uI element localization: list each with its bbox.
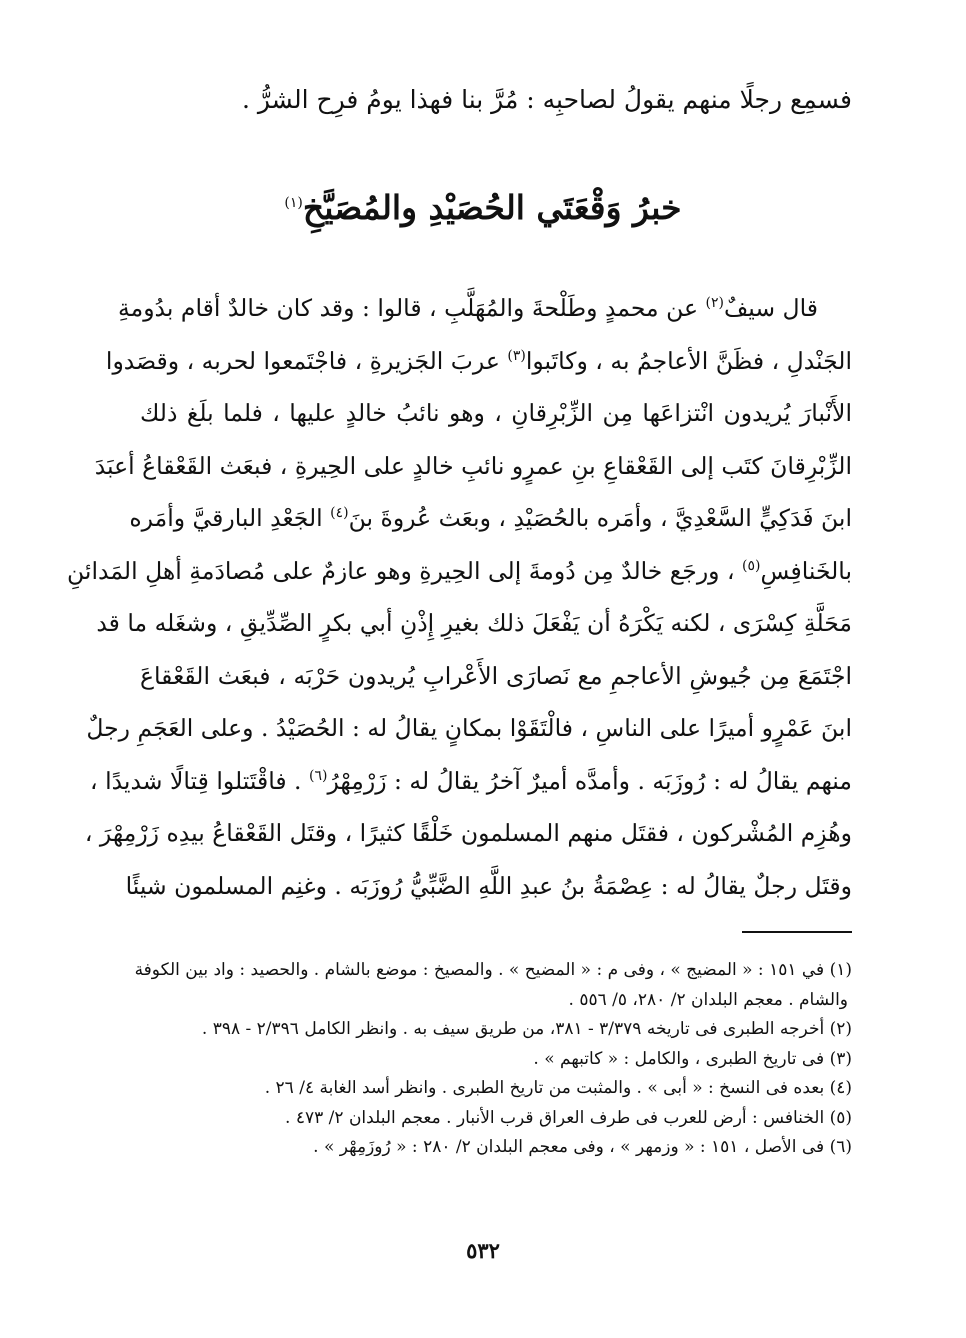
line-text: عن محمدٍ وطَلْحةَ والمُهَلَّبِ ، قالوا : وقد كان خالدٌ أقام بدُومةِ [118, 294, 706, 322]
footnote-ref: (٦) [309, 767, 328, 784]
footnote: (٥) الخنافس : أرض للعرب فى طرف العراق قرب الأنبار . معجم البلدان ٢/ ٤٧٣ . [285, 1107, 852, 1128]
section-heading [0, 178, 966, 238]
line-text: ، ورجَع خالدٌ مِن دُومةَ إلى الحِيرةِ وهو عازمٌ على مُصادَمةِ أهلِ المَدائنِ [67, 556, 743, 585]
footnote: (٤) بعده فى النسخ : « أبى » . والمثبت من تاريخ الطبرى . وانظر أسد الغابة ٤/ ٢٦ . [264, 1078, 852, 1098]
footnote-ref: (٣) [507, 347, 526, 364]
body-line [118, 282, 852, 335]
line-text: ابنَ فَدَكِيٍّ السَّعْدِيَّ ، وأمَره بالحُصَيْدِ ، وبعَث عُروةَ بنَ [348, 504, 852, 532]
footnote-ref: (١) [284, 195, 303, 211]
body-line [140, 387, 852, 440]
line-text: بالخَنافِسِ [760, 556, 852, 585]
line-text: قال سيفٌ [723, 294, 818, 322]
body-line [67, 545, 852, 598]
footnote-ref: (٥) [742, 557, 761, 574]
body-line [140, 650, 852, 703]
body-line [84, 807, 852, 860]
line-text: ابنَ عَمْرٍو أميرًا على الناسِ ، فالْتَقَوْا بمكانٍ يقالُ له : الحُصَيْدُ . وعلى العَجَمِ رجلٌ [86, 714, 852, 742]
line-text: الجَنْدلِ ، فظَنَّ الأعاجمُ به ، وكاتَبوا [525, 346, 852, 375]
footnotes [134, 956, 852, 1163]
body-line [96, 597, 852, 650]
body-line [94, 440, 852, 493]
body-line [125, 860, 852, 913]
footnote: (٦) فى الأصل ، ١٥١ : « وزمهر » ، وفى معجم البلدان ٢/ ٢٨٠ : « رُوزَمِهْر » . [313, 1137, 852, 1157]
footnote: (٢) أخرجه الطبرى فى تاريخه ٣/٣٧٩ - ٣٨١، من طريق سيف به . وانظر الكامل ٢/٣٩٦ - ٣٩٨ . [201, 1019, 852, 1039]
body-line [129, 492, 852, 545]
line-text: الأَنْبارَ يُريدون انْتزاعَها مِن الزِّبْرِقانِ ، وهو نائبُ خالدٍ عليها ، فلما بلَغ ذلك [140, 399, 852, 427]
opening-line: فسمِع رجلًا منهم يقولُ لصاحبِه : مُرَّ بنا فهذا يومُ فرِح الشرُّ . [241, 85, 852, 114]
page-number: ٥٣٢ [466, 1238, 500, 1263]
footnote: (٣) فى تاريخ الطبرى ، والكامل : « كاتبهم » . [533, 1048, 852, 1069]
line-text: . فاقْتَتلوا قِتالًا شديدًا ، [90, 766, 309, 795]
line-text: منهم يقالُ له : رُوزَبَه . وأمدَّه أميرٌ آخرُ يقالُ له : زَرْمِهْرُ [327, 766, 852, 795]
body-text [67, 282, 852, 912]
line-text: وقتَل رجلٌ يقالُ له : عِصْمَةُ بنُ عبدِ اللَّهِ الضَّبِّيُّ رُوزَبَه . وغنِم المسلمون شيئًا [125, 871, 852, 900]
body-line [86, 702, 852, 755]
line-text: اجْتَمَعَ مِن جُيوشِ الأعاجمِ مع نَصارَى الأَعْرابِ يُريدون حَرْبَه ، فبعَث القَعْقاعَ [140, 661, 852, 690]
footnote-ref: (٢) [705, 295, 724, 312]
body-line [105, 335, 852, 388]
line-text: الجَعْدِ البارقيَّ وأمَره [129, 504, 331, 532]
footnote: (١) في ١٥١ : « المضيج » ، وفى م : « المضيح » . والمصيخ : موضع بالشام . والحصيد : واد بين الكوفة [134, 960, 852, 980]
line-text: وهُزِم المُشْركون ، فقتَل منهم المسلمون خَلْقًا كثيرًا ، وقتَل القَعْقاعُ بيدِه زَرْمِهْرَ ، [84, 819, 852, 847]
section-heading-text: خبرُ وَقْعَتَي الحُصَيْدِ والمُصَيَّخِ [302, 188, 682, 227]
line-text: مَحَلَّةِ كِسْرَى ، لكنه يَكْرَهُ أن يَفْعَلَ ذلك بغيرِ إِذْنِ أبي بكرٍ الصِّدِّيقِ ، وشغَله ما قد [96, 609, 852, 637]
line-text: عربَ الجَزيرةِ ، فاجْتَمعوا لحربه ، وقصَدوا [105, 346, 508, 375]
body-line [90, 755, 852, 808]
footnote-ref: (٤) [330, 505, 349, 522]
footnote-continuation: والشام . معجم البلدان ٢/ ٢٨٠، ٥/ ٥٥٦ . [568, 989, 848, 1010]
line-text: الزِّبْرِقانَ كتَب إلى القَعْقاعِ بنِ عمرٍو نائبِ خالدٍ على الحِيرةِ ، فبعَث القَعْقاعُ أعبَدَ [94, 451, 852, 480]
footnote-divider [742, 931, 852, 933]
